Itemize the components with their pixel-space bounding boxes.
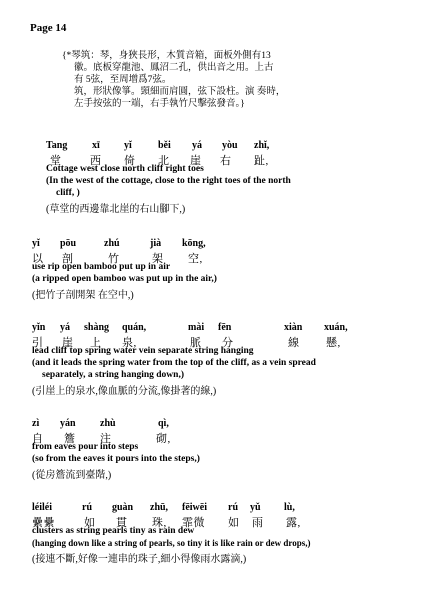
hanzi-char: 崖 [62, 337, 74, 349]
translation-line: (hanging down like a string of pearls, so tiny it is like rain or dew drops,) [32, 538, 311, 548]
hanzi-row [32, 514, 412, 529]
english-gloss: clusters as string pearls tiny as rain dew [32, 526, 195, 536]
note-line: {*琴筑：琴，身狹長形，木質音箱，面板外側有13 [62, 51, 271, 61]
pinyin-word: shàng [84, 322, 110, 333]
hanzi-char: 趾, [254, 155, 269, 167]
pinyin-word: fēiwēi [182, 502, 207, 513]
translation-line: cliff, ) [56, 188, 80, 198]
pinyin-word: zhū, [150, 502, 169, 513]
pinyin-word: lù, [284, 502, 295, 513]
pinyin-word: guàn [112, 502, 134, 513]
chinese-translation: (草堂的西邊靠北崖的右山腳下,) [46, 204, 186, 215]
pinyin-word: jià [150, 238, 162, 249]
pinyin-word: pōu [60, 238, 77, 249]
chinese-translation: (把竹子剖開架 在空中,) [32, 290, 134, 301]
stanza-2 [32, 238, 412, 299]
note-line: 有 5弦，至周增爲7弦。 [74, 75, 172, 85]
hanzi-char: 簷 [64, 433, 76, 445]
hanzi-row [32, 334, 412, 349]
pinyin-word: yòu [222, 140, 238, 151]
hanzi-char: 以 [32, 253, 44, 265]
chinese-translation: (從房簷流到臺階,) [32, 470, 112, 481]
hanzi-char: 雨 [252, 517, 264, 529]
pinyin-word: yá [60, 322, 70, 333]
hanzi-char: 纍纍 [32, 517, 55, 529]
note-line: 左手按弦的一端，右手執竹尺擊弦發音。} [74, 99, 245, 109]
hanzi-char: 砌, [156, 433, 171, 445]
chinese-translation: (引崖上的泉水,像血脈的分流,像掛著的線,) [32, 386, 217, 397]
hanzi-row [32, 250, 412, 265]
pinyin-word: zì [32, 418, 40, 429]
hanzi-char: 自 [32, 433, 44, 445]
pinyin-row [32, 322, 412, 334]
english-gloss: Cottage west close north cliff right toes [46, 164, 204, 174]
hanzi-char: 西 [90, 155, 102, 167]
instrument-note [62, 50, 402, 110]
pinyin-row [32, 418, 412, 430]
translation-line: (In the west of the cottage, close to the right toes of the north [46, 176, 291, 186]
hanzi-char: 如 [228, 517, 240, 529]
pinyin-word: rú [228, 502, 238, 513]
hanzi-char: 線 [288, 337, 300, 349]
translation-line: (so from the eaves it pours into the steps,) [32, 454, 200, 464]
pinyin-word: běi [158, 140, 171, 151]
hanzi-char: 注 [100, 433, 112, 445]
english-gloss: use rip open bamboo put up in air [32, 262, 171, 272]
pinyin-row [32, 238, 412, 250]
hanzi-char: 崖 [190, 155, 202, 167]
stanza-1 [46, 140, 425, 213]
hanzi-char: 上 [90, 337, 102, 349]
english-gloss: from eaves pour into steps [32, 442, 139, 452]
hanzi-row [46, 152, 425, 167]
hanzi-char: 貫 [116, 517, 128, 529]
hanzi-char: 北 [158, 155, 170, 167]
pinyin-word: yǔ [250, 502, 261, 513]
pinyin-word: yǐ [124, 140, 132, 151]
hanzi-char: 引 [32, 337, 44, 349]
hanzi-char: 泉, [122, 337, 137, 349]
hanzi-char: 堂 [50, 155, 62, 167]
pinyin-word: Tang [46, 140, 68, 151]
hanzi-char: 倚 [124, 155, 136, 167]
pinyin-row [32, 502, 412, 514]
stanza-3 [32, 322, 412, 395]
hanzi-char: 剖 [62, 253, 74, 265]
pinyin-word: quán, [122, 322, 147, 333]
hanzi-char: 空, [188, 253, 203, 265]
pinyin-word: yá [192, 140, 202, 151]
pinyin-word: yǐ [32, 238, 40, 249]
hanzi-char: 如 [84, 517, 96, 529]
pinyin-word: léiléi [32, 502, 52, 513]
pinyin-word: kōng, [182, 238, 206, 249]
stanza-5 [32, 502, 412, 563]
stanza-4 [32, 418, 412, 479]
hanzi-char: 分 [222, 337, 234, 349]
pinyin-row [46, 140, 425, 152]
pinyin-word: qì, [158, 418, 169, 429]
pinyin-word: zhǐ, [254, 140, 270, 151]
hanzi-char: 珠, [152, 517, 167, 529]
hanzi-row [32, 430, 412, 445]
pinyin-word: yǐn [32, 322, 46, 333]
hanzi-char: 右 [220, 155, 232, 167]
pinyin-word: xī [92, 140, 100, 151]
pinyin-word: xiàn [284, 322, 303, 333]
hanzi-char: 露, [286, 517, 301, 529]
pinyin-word: rú [82, 502, 92, 513]
pinyin-word: zhú [104, 238, 120, 249]
hanzi-char: 竹 [108, 253, 120, 265]
page-label: Page 14 [30, 22, 67, 34]
hanzi-char: 霏微 [182, 517, 205, 529]
note-line: 徽。底板穿龍池、鳳沼二孔，供出音之用。上古 [74, 63, 274, 73]
hanzi-char: 懸, [326, 337, 341, 349]
pinyin-word: xuán, [324, 322, 348, 333]
pinyin-word: fēn [218, 322, 232, 333]
pinyin-word: yán [60, 418, 76, 429]
hanzi-char: 架 [152, 253, 164, 265]
chinese-translation: (接連不斷,好像一連串的珠子,細小得像雨水露滴,) [32, 554, 247, 565]
translation-line: (and it leads the spring water from the top of the cliff, as a vein spread [32, 358, 316, 368]
pinyin-word: mài [188, 322, 205, 333]
english-gloss: lead cliff top spring water vein separate string hanging [32, 346, 254, 356]
translation-line: separately, a string hanging down,) [42, 370, 184, 380]
hanzi-char: 脈 [190, 337, 202, 349]
translation-line: (a ripped open bamboo was put up in the air,) [32, 274, 217, 284]
pinyin-word: zhù [100, 418, 116, 429]
note-line: 筑，形狀像箏。頸細而肩圓，弦下設柱。演 奏時， [74, 87, 286, 97]
